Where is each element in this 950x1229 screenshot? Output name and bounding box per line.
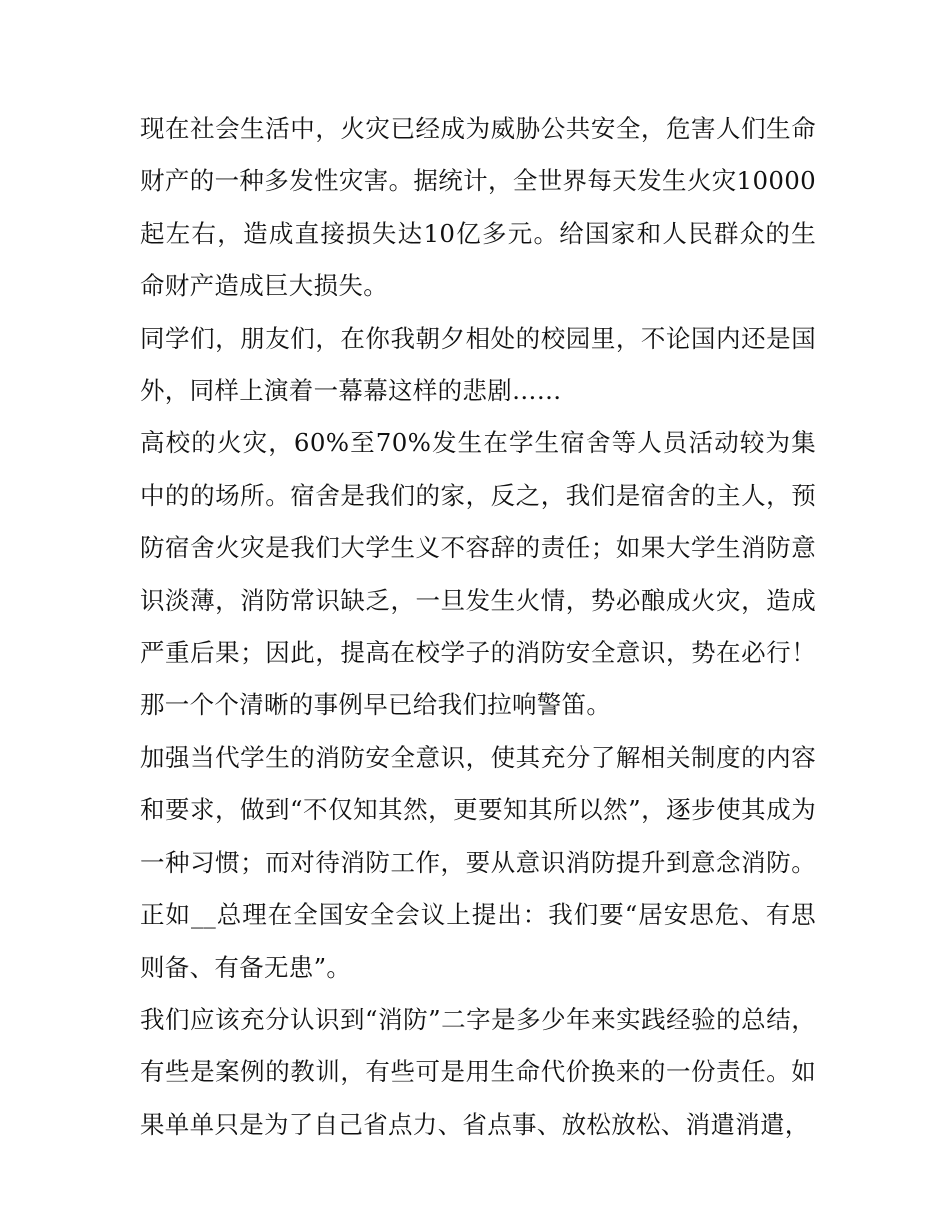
paragraph-fire-prevention-meaning: 我们应该充分认识到“消防”二字是多少年来实践经验的总结，有些是案例的教训，有些可是用生命代价换来的一份责任。如果单单只是为了自己省点力、省点事、放松放松、消遣消遣， [140,1004,816,1139]
document-body [140,103,816,1151]
paragraph-campus-tragedy: 同学们，朋友们，在你我朝夕相处的校园里，不论国内还是国外，同样上演着一幕幕这样的悲剧…… [140,323,816,406]
paragraph-safety-awareness: 加强当代学生的消防安全意识，使其充分了解相关制度的内容和要求，做到“不仅知其然，更要知其所以然”，逐步使其成为一种习惯；而对待消防工作，要从意识消防提升到意念消防。正如__总理在全国安全会议上提出：我们要“居安思危、有思则备、有备无患”。 [140,742,816,982]
paragraph-dormitory-fires: 高校的火灾，60%至70%发生在学生宿舍等人员活动较为集中的的场所。宿舍是我们的家，反之，我们是宿舍的主人，预防宿舍火灾是我们大学生义不容辞的责任；如果大学生消防意识淡薄，消防常识缺乏，一旦发生火情，势必酿成火灾，造成严重后果；因此，提高在校学子的消防安全意识，势在必行！那一个个清晰的事例早已给我们拉响警笛。 [140,428,816,720]
paragraph-fire-hazard-intro: 现在社会生活中，火灾已经成为威胁公共安全，危害人们生命财产的一种多发性灾害。据统计，全世界每天发生火灾10000起左右，造成直接损失达10亿多元。给国家和人民群众的生命财产造成巨大损失。 [140,114,816,301]
